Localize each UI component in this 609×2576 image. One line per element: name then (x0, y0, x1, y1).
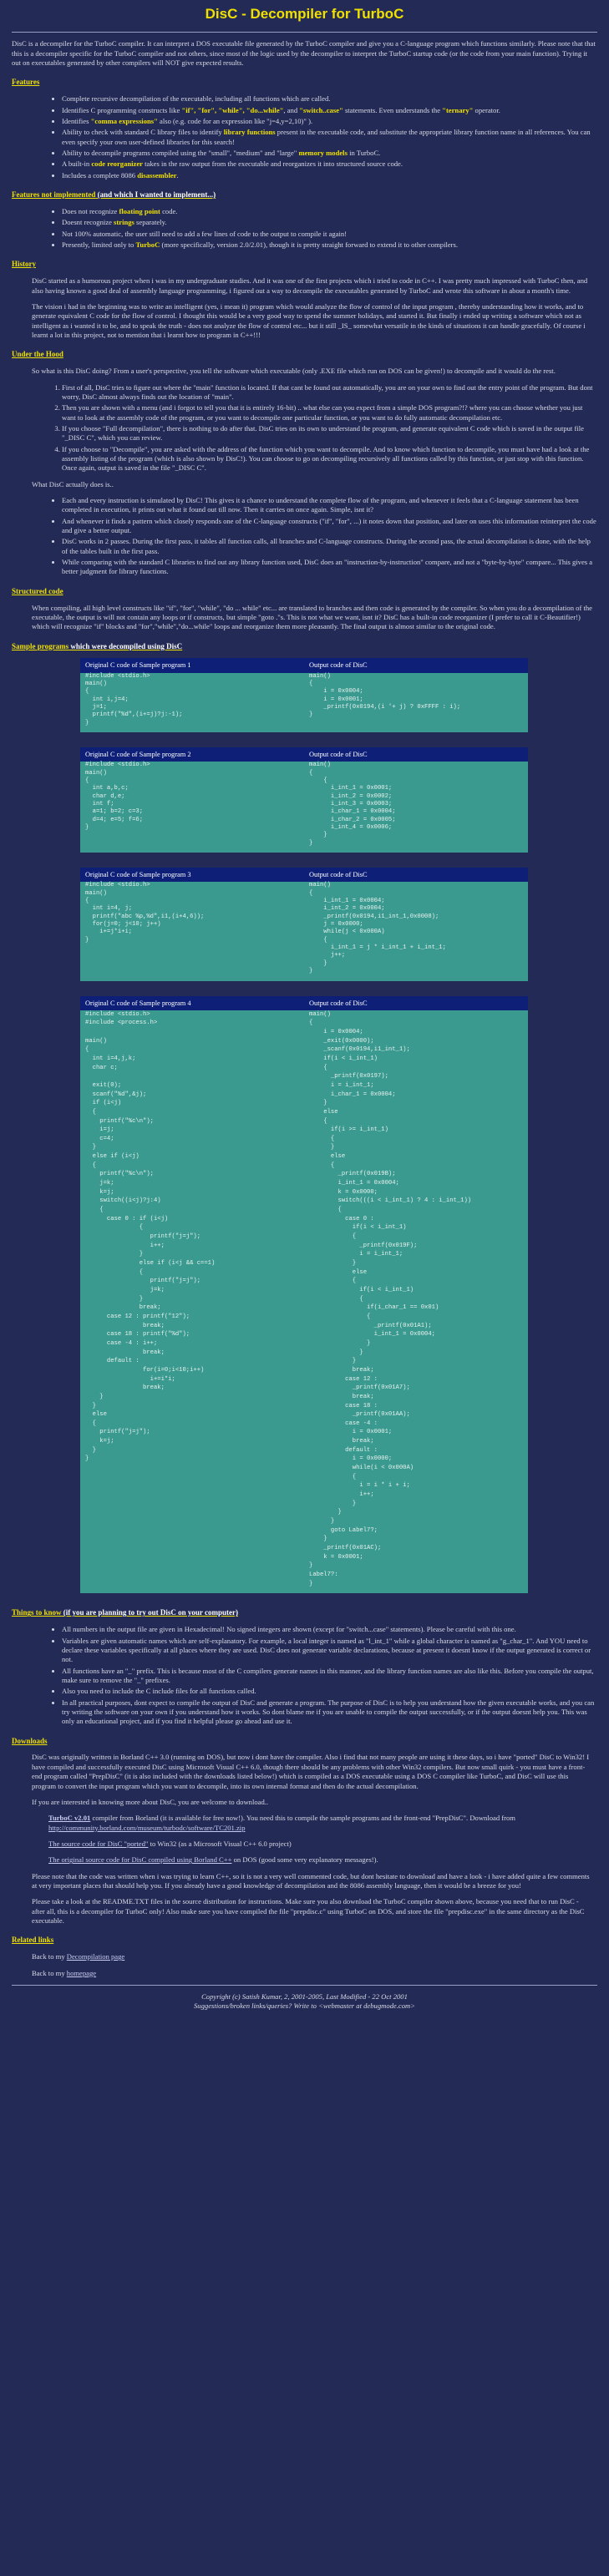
list-item: • DisC works in 2 passes. During the first pass, it tables all function calls, all branches and C-language constructs. During the second pass, the actual decompilation is done, with the help of the tables built in the first pass. (62, 537, 597, 556)
sample-output-label: Output code of DisC (304, 868, 528, 882)
under-the-hood-heading: Under the Hood (12, 350, 63, 359)
download-win32-source-text: to Win32 (as a Microsoft Visual C++ 6.0 project) (148, 1839, 292, 1848)
highlight-text: memory models (298, 149, 348, 158)
list-item (62, 159, 597, 169)
sample-output-code: main() { i_int_1 = 0x0004; i_int_2 = 0x0004; _printf(0x0194,i1_int_1,0x0008); j = 0x0000; while(j < 0x000A) { i_int_1 = j * i_int_1 + i_int_1; j++; } } (309, 882, 446, 975)
hood-paragraph-1: So what is this DisC doing? From a user's perspective, you tell the software which executable (only .EXE file which run on DOS can be given!) to decompile and it would do the rest. (32, 367, 556, 376)
decompilation-page-link[interactable]: Decompilation page (66, 1952, 125, 1961)
list-item-text: code. (160, 206, 178, 215)
page-title: DisC - Decompiler for TurboC (205, 6, 404, 22)
intro-text: DisC is a decompiler for the TurboC compiler. It can interpret a DOS executable file generated by the TurboC compiler and give you a C-language program which functions similarly. Please note that that this is a decompiler specific for the TurboC compiler and not others, since most of the logic used by the decompiler to interpret the TurboC startup code (or the code from your main function). Trying it out on executables generated by other compilers will NOT give expected results. (12, 39, 596, 68)
list-item (62, 106, 597, 115)
sample-header-row (80, 658, 528, 672)
list-item: • Also you need to include the C include files for all functions called. (62, 1687, 597, 1696)
list-item-text: Identifies (62, 117, 91, 126)
sample-program-table (80, 658, 528, 732)
sample-output-cell (304, 762, 528, 853)
related-decompilation-text: Back to my (32, 1952, 67, 1961)
list-item: • Each and every instruction is simulated by DisC! This gives it a chance to understand the complete flow of the program, and whenever it feels that a C-language statement has been completed in execution, it prints out what it found out till now. Then it carries on once again. Simple, isnt it? (62, 496, 597, 515)
list-item-text: Ability to decompile programs compiled using the "small", "medium" and "large" (62, 149, 299, 158)
sample-output-cell (304, 882, 528, 980)
sample-output-code: main() { i = 0x0004; _exit(0x0000); _scanf(0x0194,i1_int_1); if(i < i_int_1) { _printf(0x0197); i = i_int_1; i_char_1 = 0x0004; } else { if(i >= i_int_1) { } else { _printf(0x019B); i_int_1 = 0x0004; k = 0x0000; switch(((i < i_int_1) ? 4 : i_int_1)) { case 0 : if(i < i_int_1) { _printf(0x019F); i = i_int_1; } else { if(i < i_int_1) { if(i_char_1 == 0x01) { _printf(0x01A1); i_int_1 = 0x0004; } } } break; case 12 : _printf(0x01A7); break; case 18 : _printf(0x01AA); case -4 : i = 0x0001; break; default : i = 0x0000; while(i < 0x000A) { i = i * i + i; i++; } } } goto Label7?; } _printf(0x01AC); k = 0x0001; } Label7?: } (309, 1010, 472, 1587)
sample-original-code: #include <stdio.h> main() { int i,j=4; j=1; printf("%d",(i+=j)?j:-1); } (85, 672, 183, 726)
list-item (62, 128, 597, 147)
list-item: • Variables are given automatic names which are self-explanatory. For example, a local integer is named as "l_int_1" while a global character is named as "g_char_1". And YOU need to declare these variables specifically at all places where they are used. DisC does not generate variable declarations, because at present it doesnt know if the output generated is correct or not. (62, 1637, 597, 1665)
highlight-text: code reorganizer (91, 159, 143, 169)
not-implemented-list (12, 207, 597, 250)
list-item: 1. First of all, DisC tries to figure out where the "main" function is located. If that cant be found out automatically, you are on your own to find out the entry point of the program. But dont worry, DisC almost always finds out the location of "main". (62, 383, 597, 402)
highlight-text: strings (114, 218, 134, 227)
sample-programs-heading (12, 642, 597, 652)
list-item-text: A built-in (62, 159, 92, 169)
list-item: • All functions have an "_" prefix. This is because most of the C compilers generate names in this manner, and the library function names are also like this. Before you compile the output, make sure to remove the "_" prefixes. (62, 1667, 597, 1686)
list-item-text: Complete recursive decompilation of the executable, including all functions which are called. (62, 94, 331, 104)
downloads-paragraph-1: DisC was originally written in Borland C++ 3.0 (running on DOS), but now i dont have the compiler. Also i find that not many people are using it these days, so i have "ported" DisC to Win32! I have compiled and successfully executed DisC using Microsoft Visual C++ 6.0, though there should be any problems with other Win32 compilers. But now small quirk - you must have a front-end program called "PrepDisC" (it is also included with the downloads listed below!) which is compiled as a DOS executable using a DOS C compiler like TurboC, and DisC will use this program to convert the input program which you want to decompile, into its own internal format and then do the actual decompilation. (32, 1753, 590, 1790)
highlight-text: TurboC (135, 240, 160, 249)
not-implemented-heading-main: Features not implemented (12, 190, 96, 200)
list-item: • And whenever it finds a pattern which closely responds one of the C-language constructs ("if", "for", ...) it notes down that position, and later on uses this information reinterpret the code and give a better output. (62, 517, 597, 536)
list-item (62, 207, 597, 216)
sample-original-label: Original C code of Sample program 2 (80, 747, 304, 762)
sample-code-row (80, 1010, 528, 1594)
list-item-text: in TurboC. (347, 149, 381, 158)
related-homepage-text: Back to my (32, 1968, 67, 1977)
download-original-source-link[interactable]: The original source code for DisC compiled using Borland C++ (48, 1855, 232, 1865)
list-item-text: separately. (134, 218, 167, 227)
list-item-text: Does not recognize (62, 206, 119, 215)
sample-output-cell (304, 673, 528, 733)
features-list (12, 94, 597, 180)
homepage-link[interactable]: homepage (66, 1968, 97, 1977)
highlight-text: library functions (223, 128, 276, 137)
list-item-text: operator. (473, 105, 500, 114)
history-heading: History (12, 260, 36, 269)
sample-original-code: #include <stdio.h> #include <process.h> main() { int i=4,j,k; char c; exit(0); scanf("%d",&j); if (i<j) { printf("%c\n"); i=j; c=4; } else if (i<j) { printf("%c\n"); j=k; k=j; switch((i<j)?j:4) { case 0 : if (i<j) { printf("j=j"); i++; } else if (i<j && c==1) { printf("j=j"); j=k; } break; case 12 : printf("12"); break; case 18 : printf("%d"); case -4 : i++; break; default : for(i=0;i<10;i++) i+=i*i; break; } } else { printf("j=j"); k=j; } } (85, 1010, 216, 1463)
list-item-text: Ability to check with standard C library files to identify (62, 128, 224, 137)
list-item-text: takes in the raw output from the executable and reorganizes it into structured source code. (143, 159, 403, 169)
download-win32-source (48, 1840, 592, 1849)
hood-steps-list (12, 383, 597, 473)
list-item-text: also (e.g. code for an expression like "j=4,y=2,10)" ). (157, 117, 313, 126)
sample-programs (12, 658, 597, 1593)
sample-code-row (80, 762, 528, 853)
sample-programs-heading-main: Sample programs (12, 641, 69, 650)
list-item-text: Not 100% automatic, the user still need to add a few lines of code to the output to compile it again! (62, 229, 348, 238)
sample-output-code: main() { { i_int_1 = 0x0001; i_int_2 = 0x0002; i_int_3 = 0x0003; i_char_1 = 0x0004; i_char_2 = 0x0005; i_int_4 = 0x0006; } } (309, 762, 396, 847)
highlight-text: "comma expressions" (90, 117, 158, 126)
footer (12, 1992, 597, 2012)
download-win32-source-link[interactable]: The source code for DisC "ported" (48, 1839, 149, 1848)
list-item-text: Identifies C programming constructs like (62, 105, 182, 114)
sample-original-cell (80, 762, 304, 853)
highlight-text: disassembler (137, 170, 177, 180)
sample-original-label: Original C code of Sample program 1 (80, 658, 304, 672)
sample-program-table (80, 868, 528, 980)
things-to-know-heading (12, 1608, 597, 1618)
related-decompilation (32, 1952, 592, 1961)
divider-top (12, 32, 597, 33)
list-item: 2. Then you are shown with a menu (and i forgot to tell you that it is entirely 16-bit) .. what else can you expect from a simple DOS program?!? where you can choose whether you just want to look at the assembly code of the program, or you want to decompile one particular function, or you want to do fully automatic decompilation etc. (62, 403, 597, 423)
sample-output-label: Output code of DisC (304, 747, 528, 762)
sample-original-cell (80, 1010, 304, 1594)
list-item (62, 94, 597, 104)
sample-header-row (80, 868, 528, 882)
list-item (62, 240, 597, 250)
list-item-text: Includes a complete 8086 (62, 170, 138, 180)
list-item-text: , and (283, 105, 300, 114)
download-turboc-text: compiler from Borland (it is available for free now!). You need this to compile the sample programs and the front-end "PrepDisC". Download from (90, 1814, 515, 1823)
list-item-text: Presently, limited only to (62, 240, 136, 249)
list-item-text: present in the executable code, and substitute the appropriate library function name in all references. You can even specify your own user-defined libraries for this search! (62, 128, 591, 146)
sample-code-row (80, 882, 528, 980)
downloads-paragraph-3: Please note that the code was written when i was trying to learn C++, so it is not a very well commented code, but dont hesitate to download and have a look - i have added quite a few comments at very important places that should help you. If you already have a good knowledge of decompilation and the 8086 assembly language, then it would be a breeze for you! (32, 1871, 590, 1890)
not-implemented-heading-rest: (and which I wanted to implement...) (95, 190, 216, 200)
divider-bottom (12, 1985, 597, 1986)
highlight-text: "if", "for", "while", "do...while" (181, 105, 284, 114)
sample-header-row (80, 996, 528, 1010)
list-item: 3. If you choose "Full decompilation", there is nothing to do after that. DisC tries on its own to understand the program, and generate equivalent C code which is saved in the output file "_DISC C", which you can review. (62, 424, 597, 443)
sample-original-label: Original C code of Sample program 3 (80, 868, 304, 882)
sample-original-code: #include <stdio.h> main() { int a,b,c; char d,e; int f; a=1; b=2; c=3; d=4; e=5; f=6; } (85, 762, 150, 832)
history-paragraph-2: The vision i had in the beginning was to write an intelligent (yes, i mean it) program which would analyze the flow of control of the input program , thereby understanding how it works, and to generate equivalent C code for the flow of control. I thought this would be a very good way to spend the summer holidays, and started it. But finally i ended up writing a software which not as intelligent as i wanted it to be, and to speak the truth - does not analyze the flow of control etc... but it still _IS_ somewhat versatile in the kinds of situations it can handle gracefully. Of course i learnt a lot in this project, not to mention that i learnt how to program in C++!!! (32, 301, 586, 339)
sample-output-code: main() { i = 0x0004; i = 0x0001; _printf(0x0194,(i '+ j) ? 0xFFFF : i); } (309, 672, 461, 719)
list-item: • In all practical purposes, dont expect to compile the output of DisC and generate a program. The purpose of DisC is to help you understand how the given executable works, and you can try writing the software on your own if you understand how it works. So dont blame me if you are unable to compile the output successfully, or if the output doesnt help you. This was only an educational project, and if you find it helpful please go ahead and use it. (62, 1698, 597, 1727)
history-paragraph-1: DisC started as a humorous project when i was in my undergraduate studies. And it was one of the first projects which i tried to code in C++. I was pretty much impressed with TurboC then, and also having known a good deal of assembly language programming, i figured out a way to decompile the executables generated by TurboC and wrote this software in about a month's time. (32, 276, 588, 295)
list-item (62, 117, 597, 126)
download-original-source (48, 1855, 592, 1865)
list-item (62, 171, 597, 180)
downloads-paragraph-2: If you are interested in knowing more about DisC, you are welcome to download.. (32, 1797, 269, 1806)
list-item (62, 149, 597, 158)
download-turboc (48, 1814, 592, 1833)
list-item: • While comparing with the standard C libraries to find out any library function used, DisC does an "instruction-by-instruction" compare, and not a "byte-by-byte" compare... This gives a better judgment for library functions. (62, 558, 597, 577)
sample-program-table (80, 747, 528, 853)
list-item-text: (more specifically, version 2.0/2.01), though it is pretty straight forward to extend it to other compilers. (160, 240, 459, 249)
sample-output-label: Output code of DisC (304, 996, 528, 1010)
structured-code-text: When compiling, all high level constructs like "if", "for", "while", "do ... while" etc... are translated to branches and then code is generated by the compiler. So when you do a decompilation of the executable, the output is will not contain any loops or if constructs, but simple "goto ."s. This is not what we want, isnt it? DisC has a built-in code reorganizer (I prefer to call it C-Beautifier!) which will recognize "if" blocks and "for","while","do...while" loops and reorganize them more pleasantly. The final output is almost similar to the original code. (32, 603, 592, 631)
sample-program-table (80, 996, 528, 1594)
highlight-text: floating point (119, 206, 160, 215)
structured-code-heading: Structured code (12, 586, 63, 595)
download-turboc-link[interactable]: TurboC v2.01 (48, 1814, 91, 1823)
footer-copyright: Copyright (c) Satish Kumar, 2, 2001-2005, Last Modified - 22 Oct 2001 (201, 1991, 408, 2001)
list-item (62, 230, 597, 239)
list-item-text: . (176, 170, 179, 180)
sample-code-row (80, 673, 528, 733)
list-item: • All numbers in the output file are given in Hexadecimal! No signed integers are shown (except for "switch...case" statements). Please be careful with this one. (62, 1625, 597, 1634)
sample-header-row (80, 747, 528, 762)
list-item-text: Doesnt recognize (62, 218, 114, 227)
sample-original-cell (80, 882, 304, 980)
hood-paragraph-2: What DisC actually does is.. (32, 479, 114, 488)
download-original-source-text: on DOS (good some very explanatory messages!). (231, 1855, 378, 1865)
related-homepage (32, 1969, 592, 1978)
download-turboc-url[interactable]: http://community.borland.com/museum/turbodc/software/TC201.zip (48, 1823, 246, 1832)
footer-contact: Suggestions/broken links/queries? Write to <webmaster at debugmode.com> (194, 2002, 415, 2011)
downloads-paragraph-4: Please take a look at the README.TXT files in the source distribution for instructions. Make sure you also download the TurboC compiler shown above, because you need that to run DisC - after all, this is a decompiler for TurboC only! Also make sure you have compiled the file "prepdisc.c" using TurboC on DOS, and store the file "prepdisc.exe" in the same directory as the DisC executable. (32, 1897, 585, 1925)
list-item (62, 218, 597, 227)
features-heading: Features (12, 78, 40, 87)
things-to-know-list (12, 1625, 597, 1726)
list-item-text: statements. Even understands the (343, 105, 443, 114)
hood-does-list (12, 496, 597, 577)
sample-output-cell (304, 1010, 528, 1594)
things-to-know-heading-rest: (if you are planning to try out DisC on your computer) (61, 1608, 238, 1617)
sample-original-code: #include <stdio.h> main() { int i=4, j; printf("abc %p,%d",i1,(i+4,6)); for(j=0; j<10; j++) i+=j*i+i; } (85, 882, 205, 944)
downloads-heading: Downloads (12, 1736, 48, 1745)
related-links-heading: Related links (12, 1936, 54, 1945)
things-to-know-heading-main: Things to know (12, 1608, 62, 1617)
not-implemented-heading (12, 190, 597, 200)
highlight-text: "ternary" (442, 105, 474, 114)
list-item: 4. If you choose to "Decompile", you are asked with the address of the function which you want to decompile. And to know which function to decompile, you must have had a look at the assembly listing of the program (which is also shown by DisC!). You can choose to go on decompiling recursively all functions called by this function, or just stop with this function. Once again, output is saved in the file "_DISC C". (62, 445, 597, 473)
sample-output-label: Output code of DisC (304, 658, 528, 672)
sample-original-label: Original C code of Sample program 4 (80, 996, 304, 1010)
sample-original-cell (80, 673, 304, 733)
sample-programs-heading-rest: which were decompiled using DisC (69, 641, 183, 650)
highlight-text: "switch..case" (299, 105, 343, 114)
